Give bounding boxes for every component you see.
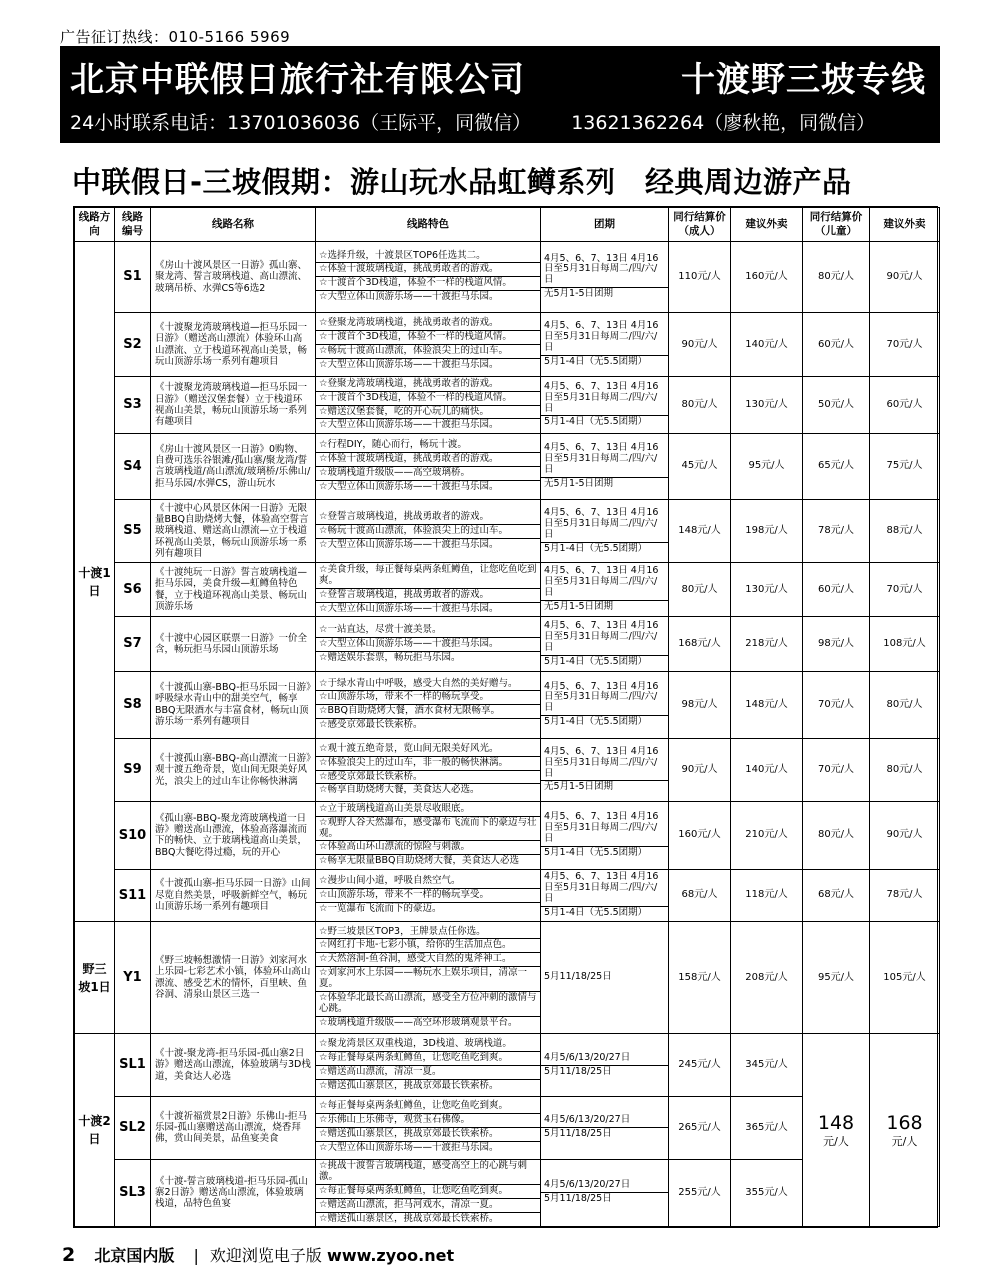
trade-price-child: 80元/人 bbox=[803, 802, 870, 869]
route-features bbox=[316, 242, 541, 313]
route-code: SL1 bbox=[115, 1034, 151, 1097]
retail-price-child: 60元/人 bbox=[870, 377, 940, 433]
route-row bbox=[75, 312, 940, 377]
feature-item: ☆大型立体山顶游乐场——十渡拒马乐园。 bbox=[319, 480, 499, 492]
feature-item: ☆登誓言玻璃栈道，挑战勇敢者的游戏。 bbox=[316, 511, 540, 525]
route-row bbox=[75, 242, 940, 313]
date-item: 无5月1-5日团期 bbox=[544, 288, 614, 300]
route-dates bbox=[541, 562, 669, 617]
route-dates bbox=[541, 312, 669, 377]
header-features: 线路特色 bbox=[316, 208, 541, 242]
retail-price-adult: 130元/人 bbox=[731, 377, 803, 433]
date-item: 5月1-4日（无5.5团期） bbox=[544, 416, 648, 428]
route-name: 《十渡聚龙湾玻璃栈道—拒马乐园一日游》（赠送高山漂流）体验环山高山漂流、立于栈道环视高山美景，畅玩山顶游乐场一系列有趣项目 bbox=[151, 312, 316, 377]
route-row bbox=[75, 1034, 940, 1097]
route-features bbox=[316, 433, 541, 500]
route-dates bbox=[541, 922, 669, 1034]
retail-price-adult: 198元/人 bbox=[731, 500, 803, 563]
feature-item: ☆聚龙湾景区双重栈道，3D栈道、玻璃栈道。 bbox=[316, 1038, 540, 1052]
date-item: 4月5、6、7、13日 4月16日至5月31日每周二/四/六/日 bbox=[541, 253, 668, 289]
feature-item: ☆感受京郊最长铁索桥。 bbox=[316, 771, 540, 785]
feature-item: ☆登聚龙湾玻璃栈道，挑战勇敢者的游戏。 bbox=[316, 317, 540, 331]
header-dates: 团期 bbox=[541, 208, 669, 242]
route-name: 《十渡中心园区联票一日游》一价全含，畅玩拒马乐园山顶游乐场 bbox=[151, 617, 316, 672]
route-dates bbox=[541, 242, 669, 313]
route-code: S5 bbox=[115, 500, 151, 563]
date-item: 5月1-4日（无5.5团期） bbox=[544, 846, 648, 858]
feature-item: ☆畅享无限量BBQ自助烧烤大餐，美食达人必选 bbox=[319, 855, 520, 867]
route-features bbox=[316, 377, 541, 433]
date-item: 5月1-4日（无5.5团期） bbox=[544, 716, 648, 728]
route-code: S8 bbox=[115, 672, 151, 739]
trade-price-adult: 110元/人 bbox=[669, 242, 731, 313]
retail-price-child: 70元/人 bbox=[870, 312, 940, 377]
trade-price-child: 98元/人 bbox=[803, 617, 870, 672]
retail-price-child: 70元/人 bbox=[870, 562, 940, 617]
route-name: 《十渡-誓言玻璃栈道-拒马乐园-孤山寨2日游》赠送高山漂流，体验玻璃栈道，品特色鱼宴 bbox=[151, 1159, 316, 1226]
feature-item: ☆观野人谷天然瀑布，感受瀑布飞流而下的豪迈与壮观。 bbox=[316, 817, 540, 842]
route-features bbox=[316, 562, 541, 617]
route-dates bbox=[541, 433, 669, 500]
route-features bbox=[316, 312, 541, 377]
route-direction: 十渡1日 bbox=[75, 242, 115, 922]
edition-name: 北京国内版 bbox=[94, 1246, 175, 1265]
route-dates bbox=[541, 1096, 669, 1159]
date-item: 5月1-4日（无5.5团期） bbox=[544, 906, 648, 918]
feature-item: ☆畅享自助烧烤大餐，美食达人必选。 bbox=[319, 784, 480, 796]
feature-item: ☆一览瀑布飞流而下的豪迈。 bbox=[319, 902, 442, 914]
feature-item: ☆体验浪尖上的过山车，非一般的畅快淋漓。 bbox=[316, 757, 540, 771]
route-code: S7 bbox=[115, 617, 151, 672]
date-item: 5月1-4日（无5.5团期） bbox=[544, 542, 648, 554]
route-code: SL2 bbox=[115, 1096, 151, 1159]
retail-price-child-value: 168 bbox=[886, 1112, 923, 1135]
date-item: 4月5、6、7、13日 4月16日至5月31日每周二/四/六/日 bbox=[541, 442, 668, 478]
route-name: 《十渡纯玩一日游》誓言玻璃栈道—拒马乐园，美食升级—虹鳟鱼特色餐，立于栈道环视高山美景、畅玩山顶游乐场 bbox=[151, 562, 316, 617]
retail-price-adult: 210元/人 bbox=[731, 802, 803, 869]
route-features bbox=[316, 672, 541, 739]
feature-item: ☆行程DIY，随心而行，畅玩十渡。 bbox=[316, 439, 540, 453]
feature-item: ☆感受京郊最长铁索桥。 bbox=[319, 719, 423, 731]
retail-price-child: 90元/人 bbox=[870, 242, 940, 313]
page-footer bbox=[62, 1243, 454, 1266]
date-item: 5月11/18/25日 bbox=[544, 971, 612, 983]
feature-item: ☆赠送孤山寨景区，挑战京郊最长铁索桥。 bbox=[316, 1128, 540, 1142]
trade-price-child: 60元/人 bbox=[803, 312, 870, 377]
header-route-name: 线路名称 bbox=[151, 208, 316, 242]
feature-item: ☆美食升级，每正餐每桌两条虹鳟鱼，让您吃鱼吃到爽。 bbox=[316, 564, 540, 589]
trade-price-adult: 160元/人 bbox=[669, 802, 731, 869]
route-price-table bbox=[73, 206, 938, 1228]
date-item: 无5月1-5日团期 bbox=[544, 601, 614, 613]
route-code: SL3 bbox=[115, 1159, 151, 1226]
retail-price-adult: 148元/人 bbox=[731, 672, 803, 739]
route-direction: 十渡2日 bbox=[75, 1034, 115, 1227]
retail-price-adult: 208元/人 bbox=[731, 922, 803, 1034]
contact-phones bbox=[70, 108, 909, 135]
route-row bbox=[75, 562, 940, 617]
trade-price-adult: 158元/人 bbox=[669, 922, 731, 1034]
trade-price-adult: 168元/人 bbox=[669, 617, 731, 672]
header-code: 线路编号 bbox=[115, 208, 151, 242]
header-direction: 线路方向 bbox=[75, 208, 115, 242]
route-row bbox=[75, 672, 940, 739]
retail-price-adult: 118元/人 bbox=[731, 869, 803, 922]
route-name: 《房山十渡风景区一日游》0购物、自费可选乐谷银滩/孤山寨/聚龙湾/誓言玻璃栈道/高山漂流/玻璃桥/乐佛山/拒马乐园/水弹CS，游山玩水 bbox=[151, 433, 316, 500]
route-code: S10 bbox=[115, 802, 151, 869]
trade-price-adult: 80元/人 bbox=[669, 377, 731, 433]
page-number: 2 bbox=[62, 1244, 76, 1266]
feature-item: ☆立于玻璃栈道高山美景尽收眼底。 bbox=[316, 803, 540, 817]
route-features bbox=[316, 617, 541, 672]
date-item: 5月11/18/25日 bbox=[544, 1193, 612, 1205]
retail-price-adult: 140元/人 bbox=[731, 312, 803, 377]
feature-item: ☆每正餐每桌两条虹鳟鱼，让您吃鱼吃到爽。 bbox=[316, 1052, 540, 1066]
date-item: 4月5、6、7、13日 4月16日至5月31日每周二/四/六/日 bbox=[541, 681, 668, 717]
header-trade-child: 同行结算价（儿童） bbox=[803, 208, 870, 242]
trade-price-child: 95元/人 bbox=[803, 922, 870, 1034]
feature-item: ☆赠送娱乐套票，畅玩拒马乐园。 bbox=[319, 651, 461, 663]
feature-item: ☆玻璃栈道升级版——高空玻璃桥。 bbox=[316, 467, 540, 481]
date-item: 4月5/6/13/20/27日 bbox=[541, 1114, 668, 1128]
date-item: 5月11/18/25日 bbox=[544, 1128, 612, 1140]
feature-item: ☆十渡首个3D栈道，体验不一样的栈道风情。 bbox=[316, 331, 540, 345]
feature-item: ☆大型立体山顶游乐场——十渡拒马乐园。 bbox=[319, 358, 499, 370]
route-name: 《十渡中心风景区休闲一日游》无限量BBQ自助烧烤大餐，体验高空誓言玻璃栈道、赠送高山漂流—立于栈道环视高山美景，畅玩山顶游乐场一系列有趣项目 bbox=[151, 500, 316, 563]
feature-item: ☆观十渡五绝奇景，览山间无限美好风光。 bbox=[316, 743, 540, 757]
feature-item: ☆刘家河水上乐园——畅玩水上娱乐项目，清凉一夏。 bbox=[316, 967, 540, 992]
trade-price-adult: 68元/人 bbox=[669, 869, 731, 922]
header-retail-adult: 建议外卖 bbox=[731, 208, 803, 242]
retail-price-child: 80元/人 bbox=[870, 672, 940, 739]
feature-item: ☆每正餐每桌两条虹鳟鱼，让您吃鱼吃到爽。 bbox=[316, 1185, 540, 1199]
feature-item: ☆赠送孤山寨景区，挑战京郊最长铁索桥。 bbox=[319, 1212, 499, 1224]
route-row bbox=[75, 869, 940, 922]
route-code: S3 bbox=[115, 377, 151, 433]
date-item: 5月11/18/25日 bbox=[544, 1065, 612, 1077]
route-name: 《十渡祈福赏景2日游》乐佛山-拒马乐园-孤山寨赠送高山漂流，烧香拜佛，赏山间美景，品鱼宴美食 bbox=[151, 1096, 316, 1159]
route-features bbox=[316, 802, 541, 869]
route-features bbox=[316, 1159, 541, 1226]
route-line-title: 十渡野三坡专线 bbox=[681, 60, 926, 100]
route-code: S4 bbox=[115, 433, 151, 500]
trade-price-child: 65元/人 bbox=[803, 433, 870, 500]
feature-item: ☆体验华北最长高山漂流，感受全方位冲刺的激情与心跳。 bbox=[316, 992, 540, 1017]
trade-price-adult: 80元/人 bbox=[669, 562, 731, 617]
retail-price-child bbox=[870, 1034, 940, 1227]
route-features bbox=[316, 922, 541, 1034]
website-link[interactable]: www.zyoo.net bbox=[327, 1246, 455, 1265]
retail-price-adult: 218元/人 bbox=[731, 617, 803, 672]
route-name: 《十渡孤山寨-拒马乐园一日游》山间尽览自然美景，呼吸新鲜空气，畅玩山顶游乐场一系列有趣项目 bbox=[151, 869, 316, 922]
date-item: 4月5、6、7、13日 4月16日至5月31日每周二/四/六/日 bbox=[541, 381, 668, 417]
route-row bbox=[75, 433, 940, 500]
trade-price-adult: 255元/人 bbox=[669, 1159, 731, 1226]
route-features bbox=[316, 1034, 541, 1097]
route-code: Y1 bbox=[115, 922, 151, 1034]
header-retail-child: 建议外卖 bbox=[870, 208, 940, 242]
date-item: 4月5、6、7、13日 4月16日至5月31日每周二/四/六/日 bbox=[541, 811, 668, 847]
feature-item: ☆挑战十渡誓言玻璃栈道，感受高空上的心跳与刺激。 bbox=[316, 1160, 540, 1185]
route-dates bbox=[541, 869, 669, 922]
route-dates bbox=[541, 500, 669, 563]
feature-item: ☆网红打卡地-七彩小镇，给你的生活加点色。 bbox=[316, 939, 540, 953]
feature-item: ☆大型立体山顶游乐场——十渡拒马乐园。 bbox=[316, 638, 540, 652]
trade-price-adult: 148元/人 bbox=[669, 500, 731, 563]
route-dates bbox=[541, 802, 669, 869]
trade-price-child: 78元/人 bbox=[803, 500, 870, 563]
trade-price-adult: 245元/人 bbox=[669, 1034, 731, 1097]
route-row bbox=[75, 922, 940, 1034]
retail-price-child: 108元/人 bbox=[870, 617, 940, 672]
feature-item: ☆BBQ自助烧烤大餐，酒水食材无限畅享。 bbox=[316, 705, 540, 719]
feature-item: ☆选择升级，十渡景区TOP6任选其二。 bbox=[316, 250, 540, 264]
retail-price-child: 88元/人 bbox=[870, 500, 940, 563]
feature-item: ☆十渡首个3D栈道，体验不一样的栈道风情。 bbox=[316, 277, 540, 291]
retail-price-child: 80元/人 bbox=[870, 738, 940, 802]
trade-price-adult: 45元/人 bbox=[669, 433, 731, 500]
company-name: 北京中联假日旅行社有限公司 bbox=[70, 60, 525, 100]
route-row bbox=[75, 617, 940, 672]
feature-item: ☆十渡首个3D栈道，体验不一样的栈道风情。 bbox=[316, 392, 540, 406]
retail-price-adult: 140元/人 bbox=[731, 738, 803, 802]
route-row bbox=[75, 802, 940, 869]
date-item: 4月5、6、7、13日 4月16日至5月31日每周二/四/六/日 bbox=[541, 565, 668, 601]
feature-item: ☆于绿水青山中呼吸，感受大自然的美好赠与。 bbox=[316, 678, 540, 692]
retail-price-adult: 95元/人 bbox=[731, 433, 803, 500]
company-banner bbox=[60, 46, 940, 143]
route-dates bbox=[541, 738, 669, 802]
feature-item: ☆玻璃栈道升级版——高空环形玻璃观景平台。 bbox=[319, 1017, 518, 1028]
route-features bbox=[316, 738, 541, 802]
route-code: S9 bbox=[115, 738, 151, 802]
trade-price-child: 70元/人 bbox=[803, 672, 870, 739]
retail-price-child: 105元/人 bbox=[870, 922, 940, 1034]
feature-item: ☆登聚龙湾玻璃栈道，挑战勇敢者的游戏。 bbox=[316, 378, 540, 392]
route-name: 《十渡-聚龙湾-拒马乐园-孤山寨2日游》赠送高山漂流，体验玻璃与3D栈道，美食达人必选 bbox=[151, 1034, 316, 1097]
route-name: 《十渡聚龙湾玻璃栈道—拒马乐园一日游》（赠送汉堡套餐）立于栈道环视高山美景，畅玩山顶游乐场一系列有趣项目 bbox=[151, 377, 316, 433]
feature-item: ☆一站直达，尽赏十渡美景。 bbox=[316, 624, 540, 638]
feature-item: ☆体验十渡玻璃栈道，挑战勇敢者的游戏。 bbox=[316, 263, 540, 277]
retail-price-adult: 160元/人 bbox=[731, 242, 803, 313]
route-dates bbox=[541, 377, 669, 433]
feature-item: ☆山顶游乐场，带来不一样的畅玩享受。 bbox=[316, 691, 540, 705]
contact-phone-1: 24小时联系电话：13701036036（王际平，同微信） bbox=[70, 112, 532, 134]
footer-slogan: 欢迎浏览电子版 bbox=[209, 1246, 322, 1265]
route-dates bbox=[541, 617, 669, 672]
date-item: 4月5/6/13/20/27日 bbox=[541, 1179, 668, 1193]
date-item: 4月5、6、7、13日 4月16日至5月31日每周二/四/六/日 bbox=[541, 746, 668, 782]
retail-price-adult: 365元/人 bbox=[731, 1096, 803, 1159]
feature-item: ☆大型立体山顶游乐场——十渡拒马乐园。 bbox=[319, 1142, 499, 1154]
retail-price-child: 75元/人 bbox=[870, 433, 940, 500]
table-header-row bbox=[75, 208, 940, 242]
route-code: S11 bbox=[115, 869, 151, 922]
feature-item: ☆体验高山环山漂流的惊险与刺激。 bbox=[316, 841, 540, 855]
route-code: S1 bbox=[115, 242, 151, 313]
route-features bbox=[316, 1096, 541, 1159]
route-code: S6 bbox=[115, 562, 151, 617]
feature-item: ☆赠送汉堡套餐，吃的开心玩儿的痛快。 bbox=[316, 406, 540, 420]
route-name: 《十渡孤山寨-BBQ-高山漂流一日游》观十渡五绝奇景，览山间无限美好风光，浪尖上的过山车让你畅快淋漓 bbox=[151, 738, 316, 802]
retail-price-adult: 355元/人 bbox=[731, 1159, 803, 1226]
trade-price-child-unit: 元/人 bbox=[823, 1134, 849, 1148]
route-direction: 野三坡1日 bbox=[75, 922, 115, 1034]
route-features bbox=[316, 869, 541, 922]
trade-price-child: 68元/人 bbox=[803, 869, 870, 922]
feature-item: ☆畅玩十渡高山漂流，体验浪尖上的过山车。 bbox=[316, 345, 540, 359]
retail-price-adult: 345元/人 bbox=[731, 1034, 803, 1097]
trade-price-adult: 265元/人 bbox=[669, 1096, 731, 1159]
trade-price-child-value: 148 bbox=[817, 1112, 855, 1135]
date-item: 4月5、6、7、13日 4月16日至5月31日每周二/四/六/日 bbox=[541, 871, 668, 907]
route-row bbox=[75, 738, 940, 802]
route-dates bbox=[541, 672, 669, 739]
page-headline: 中联假日-三坡假期：游山玩水品虹鳟系列 经典周边游产品 bbox=[72, 165, 852, 199]
route-code: S2 bbox=[115, 312, 151, 377]
feature-item: ☆大型立体山顶游乐场——十渡拒马乐园。 bbox=[319, 419, 499, 431]
feature-item: ☆赠送孤山寨景区，挑战京郊最长铁索桥。 bbox=[319, 1079, 499, 1091]
feature-item: ☆大型立体山顶游乐场——十渡拒马乐园。 bbox=[319, 291, 499, 303]
trade-price-child bbox=[803, 1034, 870, 1227]
date-item: 5月1-4日（无5.5团期） bbox=[544, 355, 648, 367]
feature-item: ☆大型立体山顶游乐场——十渡拒马乐园。 bbox=[319, 602, 499, 614]
feature-item: ☆畅玩十渡高山漂流，体验浪尖上的过山车。 bbox=[316, 525, 540, 539]
route-name: 《孤山寨-BBQ-聚龙湾玻璃栈道一日游》赠送高山漂流，体验高落瀑流而下的畅快、立于玻璃栈道高山美景，BBQ大餐吃得过瘾，玩的开心 bbox=[151, 802, 316, 869]
trade-price-child: 80元/人 bbox=[803, 242, 870, 313]
feature-item: ☆赠送高山漂流，拒马河戏水，清凉一夏。 bbox=[316, 1199, 540, 1213]
route-row bbox=[75, 500, 940, 563]
footer-separator: | bbox=[193, 1246, 199, 1265]
feature-item: ☆每正餐每桌两条虹鳟鱼，让您吃鱼吃到爽。 bbox=[316, 1100, 540, 1114]
feature-item: ☆乐佛山上乐佛寺，观赏玉石佛像。 bbox=[316, 1114, 540, 1128]
retail-price-child: 90元/人 bbox=[870, 802, 940, 869]
feature-item: ☆山顶游乐场，带来不一样的畅玩享受。 bbox=[316, 889, 540, 903]
date-item: 4月5、6、7、13日 4月16日至5月31日每周二/四/六/日 bbox=[541, 620, 668, 656]
route-name: 《房山十渡风景区一日游》孤山寨、聚龙湾、誓言玻璃栈道、高山漂流、玻璃吊桥、水弹CS等6选2 bbox=[151, 242, 316, 313]
trade-price-child: 50元/人 bbox=[803, 377, 870, 433]
route-name: 《十渡孤山寨-BBQ-拒马乐园一日游》呼吸绿水青山中的甜美空气，畅享BBQ无限酒水与丰富食材，畅玩山顶游乐场一系列有趣项目 bbox=[151, 672, 316, 739]
feature-item: ☆体验十渡玻璃栈道，挑战勇敢者的游戏。 bbox=[316, 453, 540, 467]
route-name: 《野三坡畅想激情一日游》刘家河水上乐园-七彩艺术小镇，体验环山高山漂流、感受艺术的情怀，百里峡、鱼谷洞、清泉山景区三选一 bbox=[151, 922, 316, 1034]
date-item: 4月5、6、7、13日 4月16日至5月31日每周二/四/六/日 bbox=[541, 320, 668, 356]
retail-price-adult: 130元/人 bbox=[731, 562, 803, 617]
feature-item: ☆野三坡景区TOP3，王牌景点任你选。 bbox=[316, 926, 540, 940]
route-features bbox=[316, 500, 541, 563]
trade-price-adult: 90元/人 bbox=[669, 312, 731, 377]
retail-price-child-unit: 元/人 bbox=[891, 1134, 918, 1148]
trade-price-adult: 98元/人 bbox=[669, 672, 731, 739]
trade-price-child: 60元/人 bbox=[803, 562, 870, 617]
feature-item: ☆登誓言玻璃栈道，挑战勇敢者的游戏。 bbox=[316, 589, 540, 603]
route-dates bbox=[541, 1159, 669, 1226]
header-trade-adult: 同行结算价（成人） bbox=[669, 208, 731, 242]
trade-price-child: 70元/人 bbox=[803, 738, 870, 802]
retail-price-child: 78元/人 bbox=[870, 869, 940, 922]
date-item: 无5月1-5日团期 bbox=[544, 781, 614, 793]
feature-item: ☆天然溶洞-鱼谷洞，感受大自然的鬼斧神工。 bbox=[316, 953, 540, 967]
trade-price-adult: 90元/人 bbox=[669, 738, 731, 802]
feature-item: ☆漫步山间小道，呼吸自然空气。 bbox=[316, 875, 540, 889]
feature-item: ☆大型立体山顶游乐场——十渡拒马乐园。 bbox=[319, 538, 499, 550]
route-dates bbox=[541, 1034, 669, 1097]
date-item: 无5月1-5日团期 bbox=[544, 477, 614, 489]
route-row bbox=[75, 377, 940, 433]
feature-item: ☆赠送高山漂流，清凉一夏。 bbox=[316, 1066, 540, 1080]
date-item: 4月5、6、7、13日 4月16日至5月31日每周二/四/六/日 bbox=[541, 507, 668, 543]
date-item: 5月1-4日（无5.5团期） bbox=[544, 655, 648, 667]
ad-hotline: 广告征订热线：010-5166 5969 bbox=[60, 28, 291, 46]
date-item: 4月5/6/13/20/27日 bbox=[541, 1052, 668, 1066]
contact-phone-2: 13621362264（廖秋艳，同微信） bbox=[571, 112, 876, 134]
